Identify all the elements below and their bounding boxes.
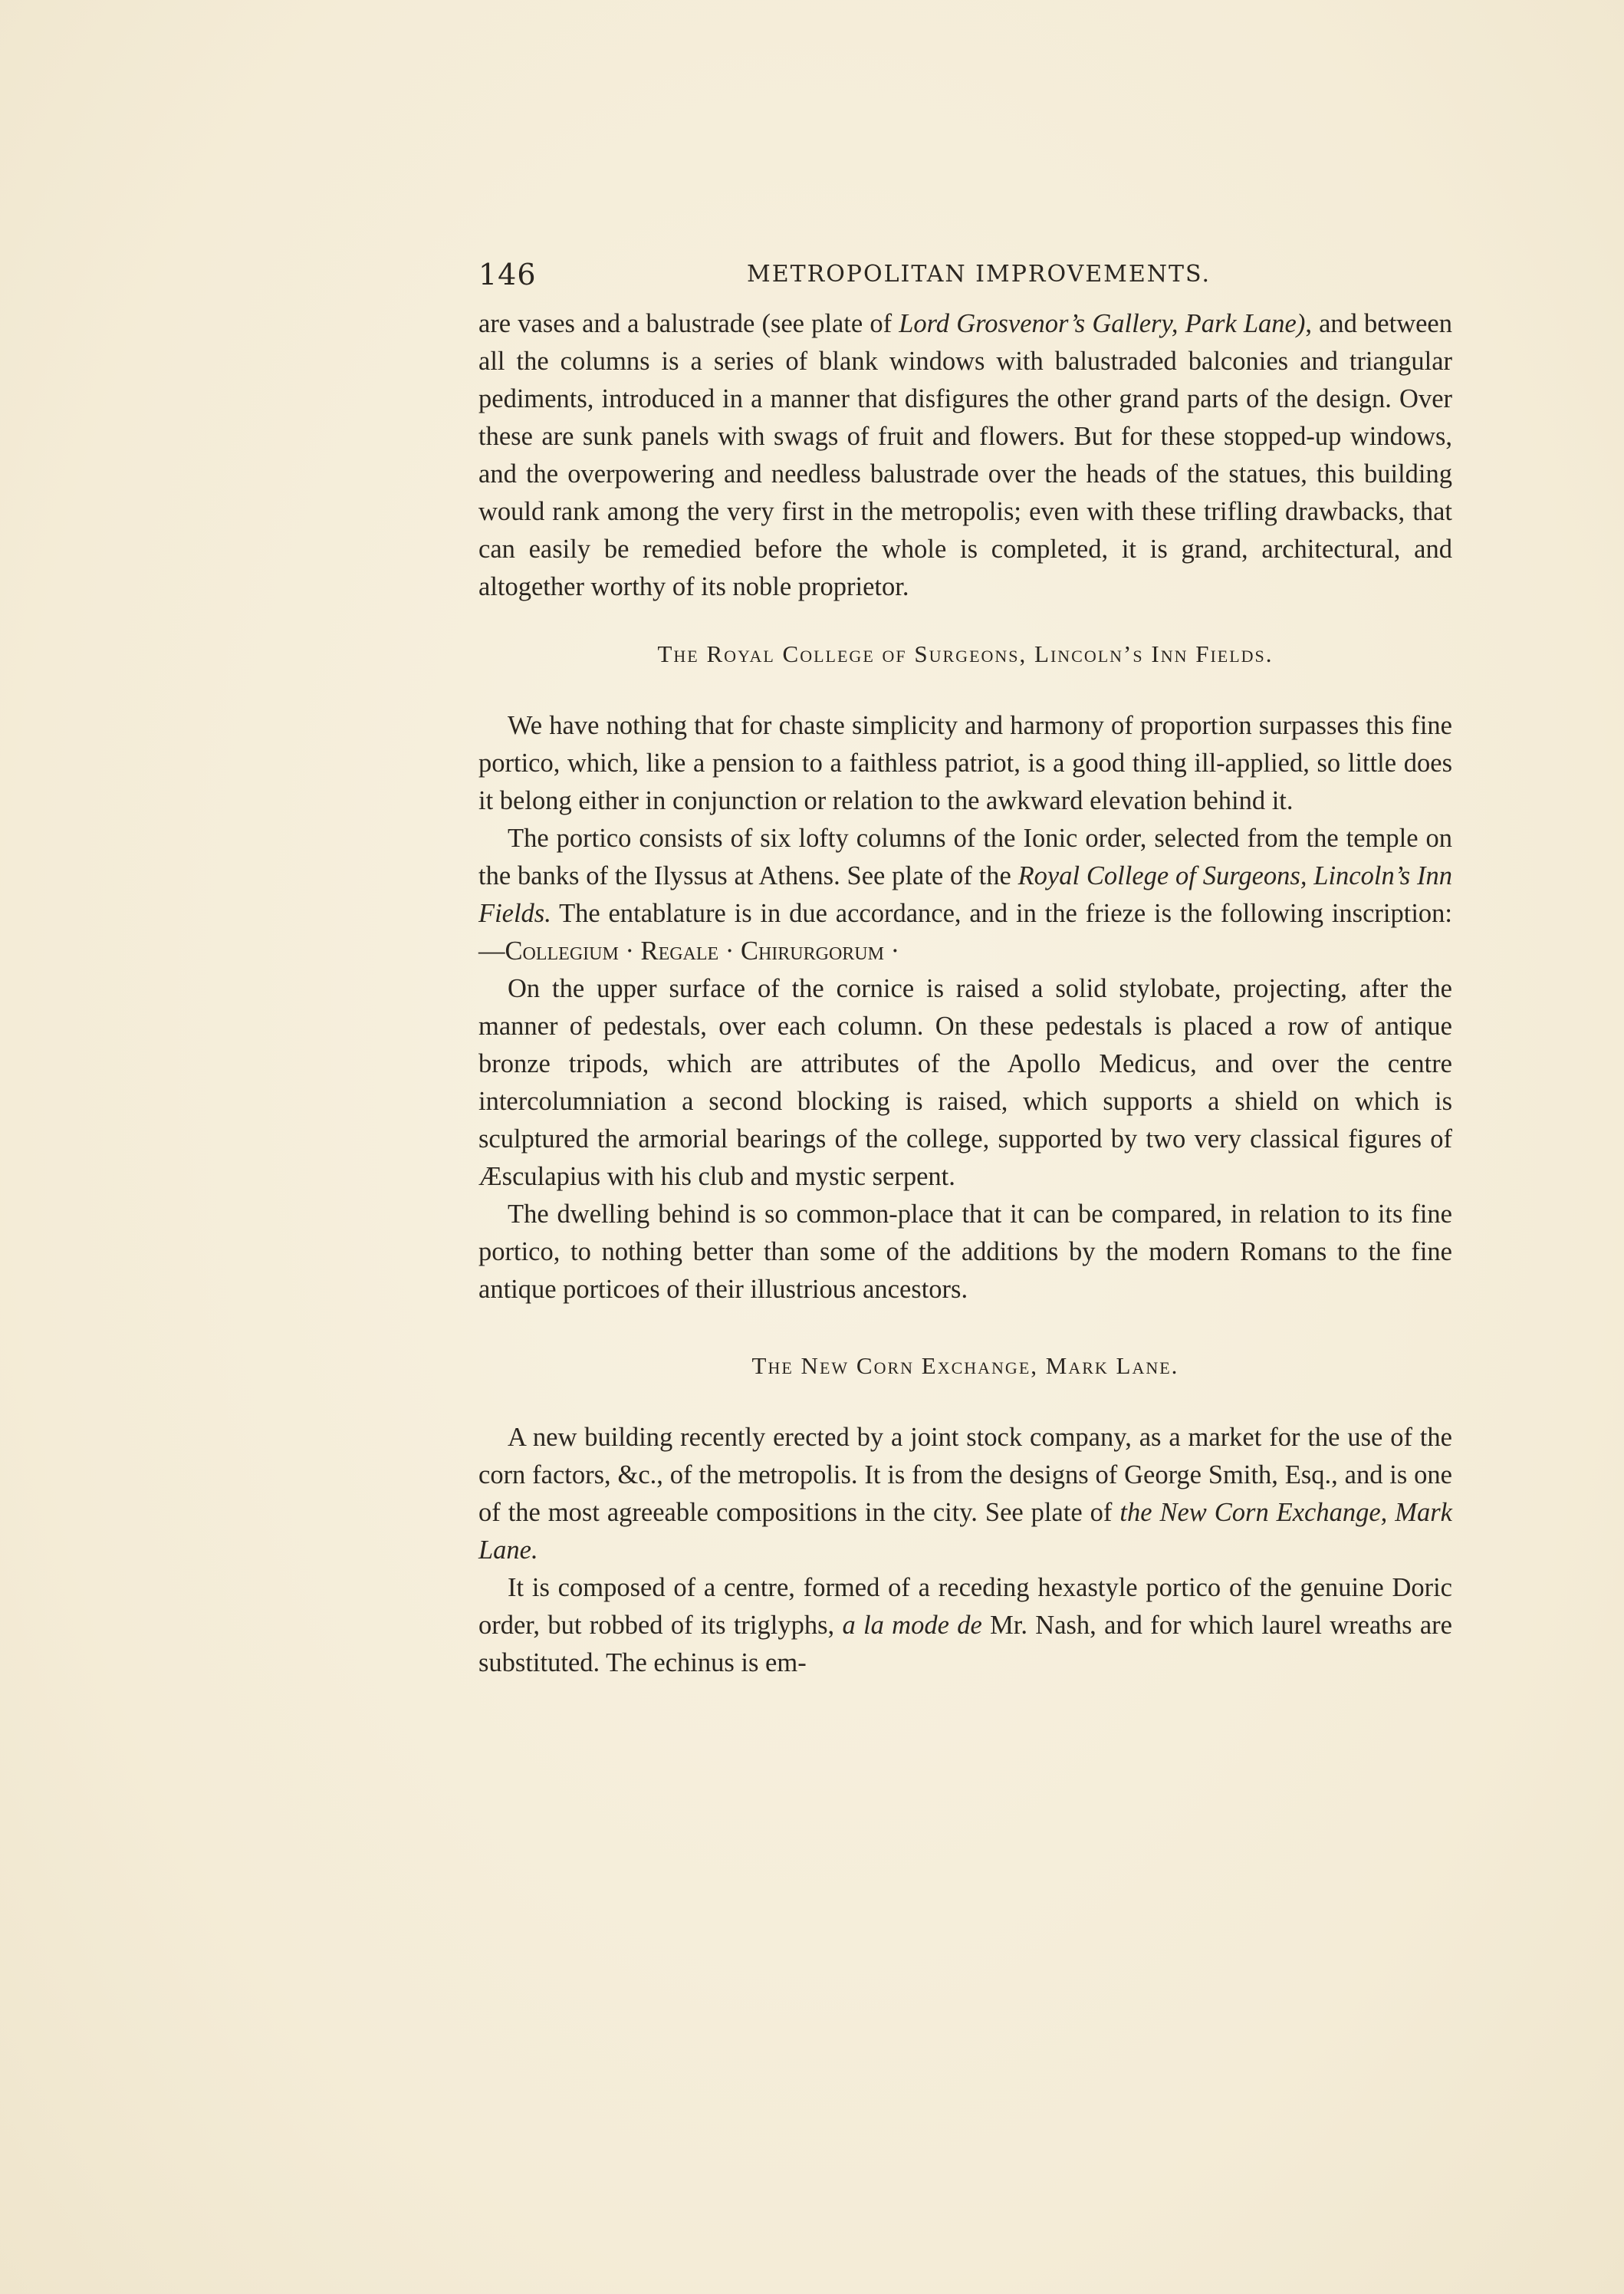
paragraph [478, 1419, 1452, 1569]
text-run: A new building recently erected by a joint stock company, as a market for the use of the corn factors, &c., of the metropolis. It is from the designs of George Smith, Esq., and is one of the most agreeable compositions in the city. See plate of [478, 1423, 1452, 1527]
paragraph: The dwelling behind is so common-place that it can be compared, in relation to its fine portico, to nothing better than some of the additions by the modern Romans to the fine antique porticoes of their illustrious ancestors. [478, 1200, 1452, 1304]
body-text [478, 305, 1452, 1682]
page-header [478, 258, 1452, 296]
text-run: The entablature is in due accordance, and in the frieze is the following inscription:— [478, 899, 1452, 966]
paragraph: On the upper surface of the cornice is raised a solid stylobate, projecting, after the manner of pedestals, over each column. On these pedestals is placed a row of antique bronze tripods, which are attributes of the Apollo Medicus, and over the centre intercolumniation a second blocking is raised, which supports a shield on which is sculptured the armorial bearings of the college, supported by two very classical figures of Æsculapius with his club and mystic serpent. [478, 974, 1452, 1191]
italic-phrase: a la mode de [842, 1611, 982, 1640]
paragraph-continued [478, 305, 1452, 606]
section-heading-royal-college: The Royal College of Surgeons, Lincoln’s Inn Fields. [657, 640, 1274, 667]
plate-reference: Royal College of Surgeons, Lincoln’s Inn Fields. [478, 861, 1452, 928]
running-head: METROPOLITAN IMPROVEMENTS. [747, 261, 1211, 288]
page-number: 146 [478, 258, 537, 291]
plate-reference: Lord Grosvenor’s Gallery, Park Lane) [899, 309, 1306, 338]
text-run: Mr. Nash, and for which laurel wreaths are substituted. The echinus is em- [478, 1611, 1452, 1677]
section-heading-corn-exchange: The New Corn Exchange, Mark Lane. [751, 1352, 1179, 1379]
paragraph [478, 820, 1452, 970]
text-run: The portico consists of six lofty columns of the Ionic order, selected from the temple on the banks of the Ilyssus at Athens. See plate of the [478, 824, 1452, 890]
inscription: Collegium · Regale · Chirurgorum · [505, 936, 900, 966]
text-run: , and between all the columns is a series of blank windows with balustraded balconies and triangular pediments, introduced in a manner that disfigures the other grand parts of the design. Over these are sunk panels with swags of fruit and flowers. But for these stopped-up windows, and the overpowering and needless balustrade over the heads of the statues, this building would rank among the very first in the metropolis; even with these trifling drawbacks, that can easily be remedied before the whole is completed, it is grand, architectural, and altogether worthy of its noble proprietor. [478, 309, 1452, 601]
plate-reference: the New Corn Exchange, Mark Lane. [478, 1498, 1452, 1565]
text-run: are vases and a balustrade (see plate of [478, 309, 899, 338]
paragraph: We have nothing that for chaste simplicity and harmony of proportion surpasses this fine portico, which, like a pension to a faithless patriot, is a good thing ill-applied, so little does it belong either in conjunction or relation to the awkward elevation behind it. [478, 711, 1452, 815]
paragraph [478, 1569, 1452, 1682]
text-run: It is composed of a centre, formed of a receding hexastyle portico of the genuine Doric order, but robbed of its triglyphs, [478, 1573, 1452, 1640]
